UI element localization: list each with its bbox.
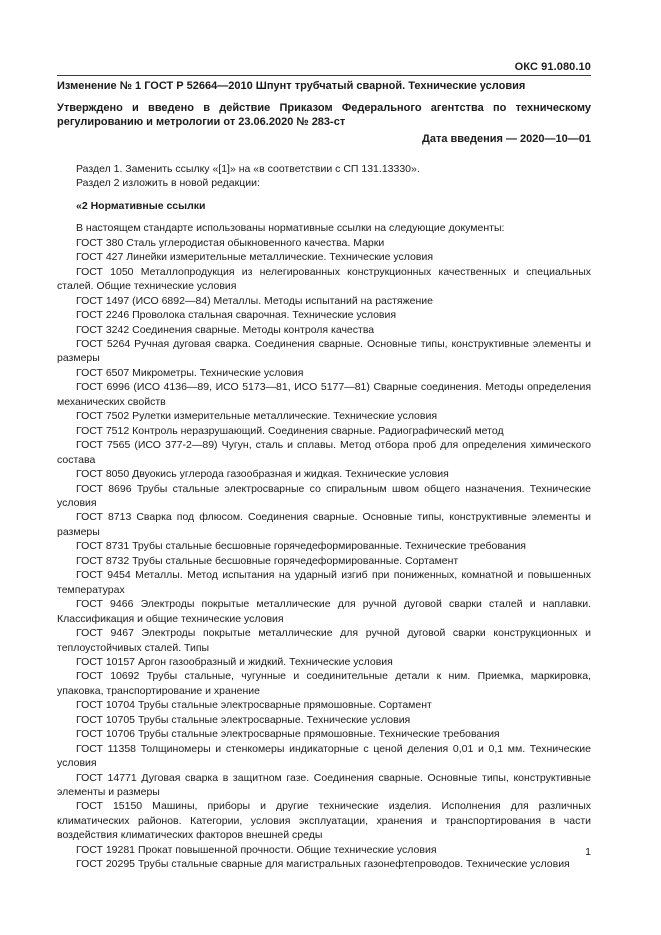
section-lead: В настоящем стандарте использованы нормативные ссылки на следующие документы: [76, 222, 505, 235]
reference-code: ГОСТ 6507 [76, 366, 130, 379]
reference-title: Трубы стальные электросварные. Технические условия [137, 713, 411, 726]
reference-title: Трубы стальные, чугунные и соединительные детали к ним. Приемка, маркировка, упаковка, транспортирование и хранение [57, 670, 591, 697]
reference-title: Дуговая сварка в защитном газе. Соединения сварные. Основные типы, конструктивные элементы и размеры [57, 771, 591, 799]
reference-code: ГОСТ 1050 [76, 265, 134, 278]
reference-code: ГОСТ 8696 [76, 482, 132, 495]
reference-code: ГОСТ 6996 [76, 381, 130, 394]
reference-title: Сварка под флюсом. Соединения сварные. Основные типы, конструктивные элементы и размеры [57, 511, 592, 538]
reference-code: ГОСТ 7565 [76, 439, 131, 452]
reference-code: ГОСТ 7502 [76, 410, 130, 423]
reference-code: ГОСТ 10692 [76, 670, 140, 683]
reference-item [57, 323, 591, 337]
reference-item [57, 597, 591, 626]
reference-code: ГОСТ 10704 [76, 699, 136, 712]
page-number: 1 [585, 846, 591, 858]
reference-title: Металлы. Метод испытания на ударный изгиб при пониженных, комнатной и повышенных температурах [57, 569, 592, 596]
reference-item [57, 669, 591, 698]
reference-item [57, 554, 591, 568]
reference-title: Двуокись углерода газообразная и жидкая. Технические условия [132, 468, 449, 481]
reference-title: Металлопродукция из нелегированных конструкционных качественных и специальных сталей. Общие технические условия [57, 265, 591, 293]
reference-title: Электроды покрытые металлические для ручной дуговой сварки сталей и наплавки. Классификация и общие технические условия [57, 598, 592, 625]
reference-code: ГОСТ 1497 [76, 294, 130, 307]
reference-item [57, 727, 591, 741]
reference-code: ГОСТ 8050 [76, 468, 130, 481]
reference-item [57, 771, 591, 800]
reference-code: ГОСТ 2246 [76, 309, 130, 322]
reference-item [57, 438, 591, 467]
reference-item [57, 366, 591, 380]
reference-item [57, 294, 591, 308]
reference-code: ГОСТ 8713 [76, 511, 132, 524]
reference-item [57, 698, 591, 712]
reference-item [57, 713, 591, 727]
reference-code: ГОСТ 427 [76, 251, 124, 264]
reference-title: (ИСО 4136—89, ИСО 5173—81, ИСО 5177—81) Сварные соединения. Методы определения механических свойств [57, 381, 592, 408]
reference-item [57, 380, 591, 409]
document-title: Изменение № 1 ГОСТ Р 52664—2010 Шпунт трубчатый сварной. Технические условия [57, 80, 526, 92]
reference-title: Сталь углеродистая обыкновенного качества. Марки [126, 236, 385, 249]
reference-list [57, 236, 591, 872]
reference-title: Трубы стальные бесшовные горячедеформированные. Сортамент [132, 554, 459, 567]
classifier-code: ОКС 91.080.10 [514, 61, 591, 73]
intro-line-1: Раздел 1. Заменить ссылку «[1]» на «в соответствии с СП 131.13330». [76, 163, 420, 175]
reference-code: ГОСТ 7512 [76, 424, 130, 437]
reference-code: ГОСТ 19281 [76, 843, 136, 856]
reference-code: ГОСТ 8731 [76, 540, 130, 553]
reference-title: Рулетки измерительные металлические. Технические условия [132, 410, 438, 423]
reference-code: ГОСТ 9454 [76, 569, 131, 582]
reference-code: ГОСТ 9467 [76, 627, 134, 640]
reference-item [57, 799, 591, 842]
reference-code: ГОСТ 3242 [76, 323, 130, 336]
reference-title: Ручная дуговая сварка. Соединения сварные. Основные типы, конструктивные элементы и размеры [57, 337, 592, 365]
reference-item [57, 510, 591, 539]
reference-title: Трубы стальные электросварные прямошовные. Технические требования [137, 728, 500, 741]
reference-title: Прокат повышенной прочности. Общие технические условия [137, 843, 437, 856]
reference-item [57, 626, 591, 655]
reference-item [57, 265, 591, 294]
section-heading: «2 Нормативные ссылки [76, 199, 206, 212]
reference-item [57, 409, 591, 423]
reference-item [57, 308, 591, 322]
reference-code: ГОСТ 14771 [76, 771, 137, 784]
reference-item [57, 482, 591, 511]
intro-line-2: Раздел 2 изложить в новой редакции: [76, 177, 260, 190]
reference-item [57, 655, 591, 669]
reference-title: Трубы стальные сварные для магистральных газонефтепроводов. Технические условия [137, 858, 570, 871]
approval-statement: Утверждено и введено в действие Приказом Федерального агентства по техническому регулированию и метрологии от 23.06.2020 № 283-ст [57, 102, 591, 128]
reference-code: ГОСТ 380 [76, 236, 124, 249]
reference-title: Электроды покрытые металлические для ручной дуговой сварки конструкционных и теплоустойчивых сталей. Типы [57, 627, 592, 654]
reference-code: ГОСТ 20295 [76, 858, 136, 871]
reference-title: Трубы стальные бесшовные горячедеформированные. Технические требования [132, 540, 526, 553]
reference-item [57, 857, 591, 871]
reference-code: ГОСТ 10157 [76, 655, 136, 668]
reference-item [57, 467, 591, 481]
reference-title: Машины, приборы и другие технические изделия. Исполнения для различных климатических районов. Категории, условия эксплуатации, хранения и транспортирования в части воздействия климатических факторов внешней среды [57, 800, 591, 842]
reference-title: Проволока стальная сварочная. Технические условия [132, 309, 397, 322]
reference-item [57, 337, 591, 366]
reference-item [57, 250, 591, 264]
reference-title: Толщиномеры и стенкомеры индикаторные с ценой деления 0,01 и 0,1 мм. Технические условия [57, 742, 592, 770]
reference-item [57, 236, 591, 250]
reference-title: Линейки измерительные металлические. Технические условия [126, 251, 434, 264]
effective-date: Дата введения — 2020—10—01 [422, 133, 591, 145]
reference-title: Аргон газообразный и жидкий. Технические условия [137, 655, 393, 668]
reference-title: (ИСО 377-2—89) Чугун, сталь и сплавы. Метод отбора проб для определения химического состава [57, 439, 592, 466]
reference-code: ГОСТ 10705 [76, 713, 136, 726]
reference-title: Трубы стальные электросварные прямошовные. Сортамент [137, 699, 432, 712]
reference-code: ГОСТ 10706 [76, 728, 136, 741]
reference-item [57, 424, 591, 438]
reference-code: ГОСТ 5264 [76, 337, 131, 350]
document-body [57, 162, 591, 872]
reference-title: Микрометры. Технические условия [132, 366, 304, 379]
reference-title: (ИСО 6892—84) Металлы. Методы испытаний на растяжение [132, 294, 433, 307]
reference-title: Трубы стальные электросварные со спиральным швом общего назначения. Технические условия [57, 482, 592, 509]
reference-item [57, 539, 591, 553]
reference-title: Соединения сварные. Методы контроля качества [132, 323, 375, 336]
reference-item [57, 742, 591, 771]
reference-code: ГОСТ 8732 [76, 554, 130, 567]
reference-item [57, 568, 591, 597]
reference-title: Контроль неразрушающий. Соединения сварные. Радиографический метод [132, 424, 504, 437]
header-rule [57, 75, 591, 76]
reference-item [57, 843, 591, 857]
reference-code: ГОСТ 11358 [76, 742, 137, 755]
reference-code: ГОСТ 15150 [76, 800, 143, 813]
reference-code: ГОСТ 9466 [76, 598, 134, 611]
